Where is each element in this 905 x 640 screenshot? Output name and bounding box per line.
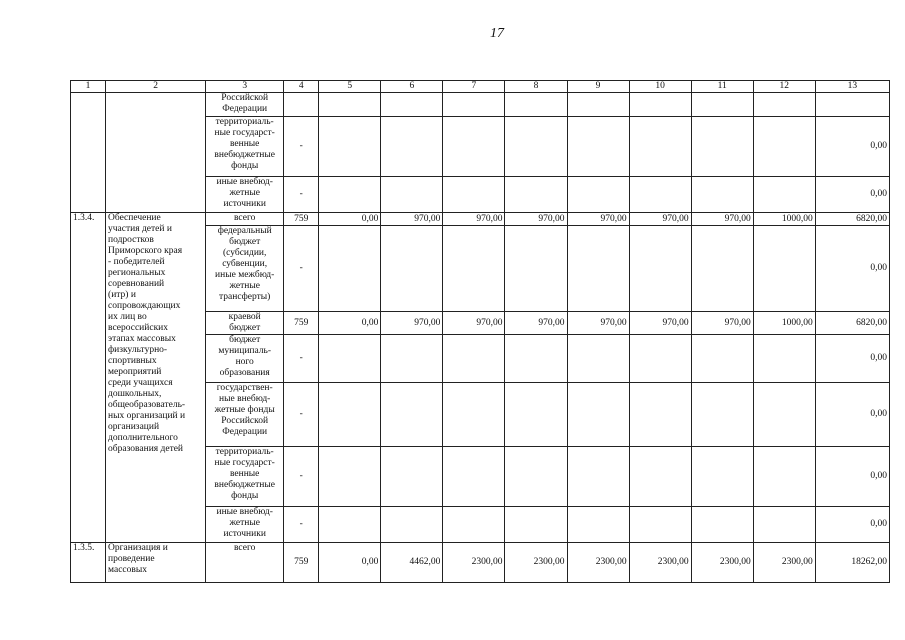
year-value-cell <box>753 226 815 312</box>
row-code-cell: 1.3.5. <box>71 543 106 583</box>
year-value-cell <box>505 447 567 507</box>
column-header: 6 <box>381 81 443 93</box>
funding-source-cell: краевой бюджет <box>206 312 284 335</box>
funding-source-cell: иные внебюд- жетные источники <box>206 507 284 543</box>
year-value-cell: 0,00 <box>319 543 381 583</box>
year-value-cell <box>753 93 815 117</box>
year-value-cell: 970,00 <box>629 213 691 226</box>
year-value-cell <box>629 226 691 312</box>
year-value-cell <box>753 335 815 383</box>
year-value-cell <box>691 447 753 507</box>
year-value-cell <box>567 117 629 177</box>
total-value-cell: 6820,00 <box>815 312 889 335</box>
year-value-cell <box>319 177 381 213</box>
year-value-cell: 1000,00 <box>753 312 815 335</box>
total-value-cell: 0,00 <box>815 226 889 312</box>
year-value-cell <box>629 383 691 447</box>
year-value-cell <box>319 447 381 507</box>
year-value-cell <box>443 383 505 447</box>
year-value-cell <box>691 383 753 447</box>
year-value-cell <box>505 226 567 312</box>
grbs-code-cell: - <box>284 226 319 312</box>
grbs-code-cell: 759 <box>284 312 319 335</box>
total-value-cell: 0,00 <box>815 335 889 383</box>
year-value-cell: 970,00 <box>443 312 505 335</box>
year-value-cell <box>691 226 753 312</box>
year-value-cell <box>381 383 443 447</box>
year-value-cell: 2300,00 <box>691 543 753 583</box>
grbs-code-cell: - <box>284 117 319 177</box>
year-value-cell: 1000,00 <box>753 213 815 226</box>
year-value-cell <box>319 507 381 543</box>
year-value-cell <box>443 117 505 177</box>
year-value-cell <box>381 117 443 177</box>
year-value-cell <box>753 117 815 177</box>
year-value-cell <box>505 383 567 447</box>
year-value-cell: 970,00 <box>505 213 567 226</box>
year-value-cell <box>505 177 567 213</box>
year-value-cell: 970,00 <box>691 213 753 226</box>
row-description-cell <box>106 93 206 213</box>
year-value-cell: 0,00 <box>319 312 381 335</box>
row-description-cell: Обеспечение участия детей и подростков Приморского края - победителей региональных соревнований (итр) и сопровождающих их лиц во всероссийских этапах массовых физкультурно- спортивных мероприятий среди учащихся дошкольных, общеобразователь- ных организаций и организаций дополнительного образования детей <box>106 213 206 543</box>
column-header: 4 <box>284 81 319 93</box>
year-value-cell: 2300,00 <box>443 543 505 583</box>
funding-source-cell: Российской Федерации <box>206 93 284 117</box>
column-header: 3 <box>206 81 284 93</box>
year-value-cell <box>443 507 505 543</box>
funding-source-cell: бюджет муниципаль- ного образования <box>206 335 284 383</box>
grbs-code-cell: - <box>284 177 319 213</box>
year-value-cell: 4462,00 <box>381 543 443 583</box>
column-header: 7 <box>443 81 505 93</box>
year-value-cell <box>319 93 381 117</box>
year-value-cell <box>691 335 753 383</box>
funding-source-cell: территориаль- ные государст- венные внебюджетные фонды <box>206 117 284 177</box>
year-value-cell: 970,00 <box>567 312 629 335</box>
total-value-cell: 0,00 <box>815 507 889 543</box>
funding-source-cell: всего <box>206 543 284 583</box>
year-value-cell <box>753 507 815 543</box>
year-value-cell <box>319 335 381 383</box>
funding-source-cell: территориаль- ные государст- венные внебюджетные фонды <box>206 447 284 507</box>
year-value-cell <box>691 93 753 117</box>
year-value-cell <box>691 507 753 543</box>
row-code-cell <box>71 93 106 213</box>
table-row <box>71 543 890 583</box>
row-description-cell: Организация и проведение массовых <box>106 543 206 583</box>
year-value-cell <box>567 383 629 447</box>
year-value-cell <box>753 447 815 507</box>
year-value-cell <box>691 117 753 177</box>
year-value-cell <box>629 117 691 177</box>
year-value-cell <box>381 335 443 383</box>
year-value-cell <box>319 117 381 177</box>
year-value-cell <box>505 507 567 543</box>
total-value-cell <box>815 93 889 117</box>
total-value-cell: 0,00 <box>815 383 889 447</box>
year-value-cell: 2300,00 <box>505 543 567 583</box>
page-number: 17 <box>490 26 504 41</box>
column-header: 12 <box>753 81 815 93</box>
year-value-cell: 970,00 <box>629 312 691 335</box>
year-value-cell: 0,00 <box>319 213 381 226</box>
column-header: 1 <box>71 81 106 93</box>
year-value-cell <box>629 335 691 383</box>
year-value-cell: 970,00 <box>381 213 443 226</box>
column-header: 9 <box>567 81 629 93</box>
funding-source-cell: всего <box>206 213 284 226</box>
year-value-cell <box>567 447 629 507</box>
year-value-cell <box>443 177 505 213</box>
year-value-cell <box>443 335 505 383</box>
year-value-cell <box>381 93 443 117</box>
column-header: 8 <box>505 81 567 93</box>
year-value-cell: 970,00 <box>691 312 753 335</box>
grbs-code-cell: - <box>284 507 319 543</box>
year-value-cell <box>443 447 505 507</box>
year-value-cell: 970,00 <box>567 213 629 226</box>
column-header: 2 <box>106 81 206 93</box>
year-value-cell: 2300,00 <box>629 543 691 583</box>
row-code-cell: 1.3.4. <box>71 213 106 543</box>
total-value-cell: 0,00 <box>815 447 889 507</box>
year-value-cell <box>505 117 567 177</box>
year-value-cell: 2300,00 <box>753 543 815 583</box>
grbs-code-cell: - <box>284 383 319 447</box>
year-value-cell <box>567 93 629 117</box>
year-value-cell <box>753 383 815 447</box>
year-value-cell <box>319 226 381 312</box>
funding-source-cell: государствен- ные внебюд- жетные фонды Российской Федерации <box>206 383 284 447</box>
total-value-cell: 0,00 <box>815 117 889 177</box>
year-value-cell <box>567 177 629 213</box>
funding-source-cell: иные внебюд- жетные источники <box>206 177 284 213</box>
table-row <box>71 213 890 226</box>
year-value-cell <box>319 383 381 447</box>
year-value-cell <box>443 226 505 312</box>
budget-table <box>70 80 890 583</box>
year-value-cell <box>381 177 443 213</box>
table-row <box>71 93 890 117</box>
year-value-cell <box>505 335 567 383</box>
year-value-cell <box>629 177 691 213</box>
total-value-cell: 18262,00 <box>815 543 889 583</box>
column-header: 11 <box>691 81 753 93</box>
grbs-code-cell <box>284 93 319 117</box>
year-value-cell <box>505 93 567 117</box>
total-value-cell: 6820,00 <box>815 213 889 226</box>
total-value-cell: 0,00 <box>815 177 889 213</box>
grbs-code-cell: - <box>284 335 319 383</box>
year-value-cell <box>629 507 691 543</box>
year-value-cell <box>381 226 443 312</box>
funding-source-cell: федеральный бюджет (субсидии, субвенции, иные межбюд- жетные трансферты) <box>206 226 284 312</box>
year-value-cell: 970,00 <box>505 312 567 335</box>
year-value-cell <box>567 335 629 383</box>
grbs-code-cell: 759 <box>284 213 319 226</box>
year-value-cell <box>381 507 443 543</box>
year-value-cell: 970,00 <box>443 213 505 226</box>
year-value-cell <box>629 447 691 507</box>
column-header: 10 <box>629 81 691 93</box>
grbs-code-cell: 759 <box>284 543 319 583</box>
year-value-cell <box>381 447 443 507</box>
year-value-cell: 2300,00 <box>567 543 629 583</box>
year-value-cell <box>753 177 815 213</box>
column-header: 5 <box>319 81 381 93</box>
year-value-cell <box>567 226 629 312</box>
column-number-row <box>71 81 890 93</box>
year-value-cell <box>691 177 753 213</box>
year-value-cell <box>443 93 505 117</box>
column-header: 13 <box>815 81 889 93</box>
year-value-cell: 970,00 <box>381 312 443 335</box>
year-value-cell <box>567 507 629 543</box>
year-value-cell <box>629 93 691 117</box>
grbs-code-cell: - <box>284 447 319 507</box>
